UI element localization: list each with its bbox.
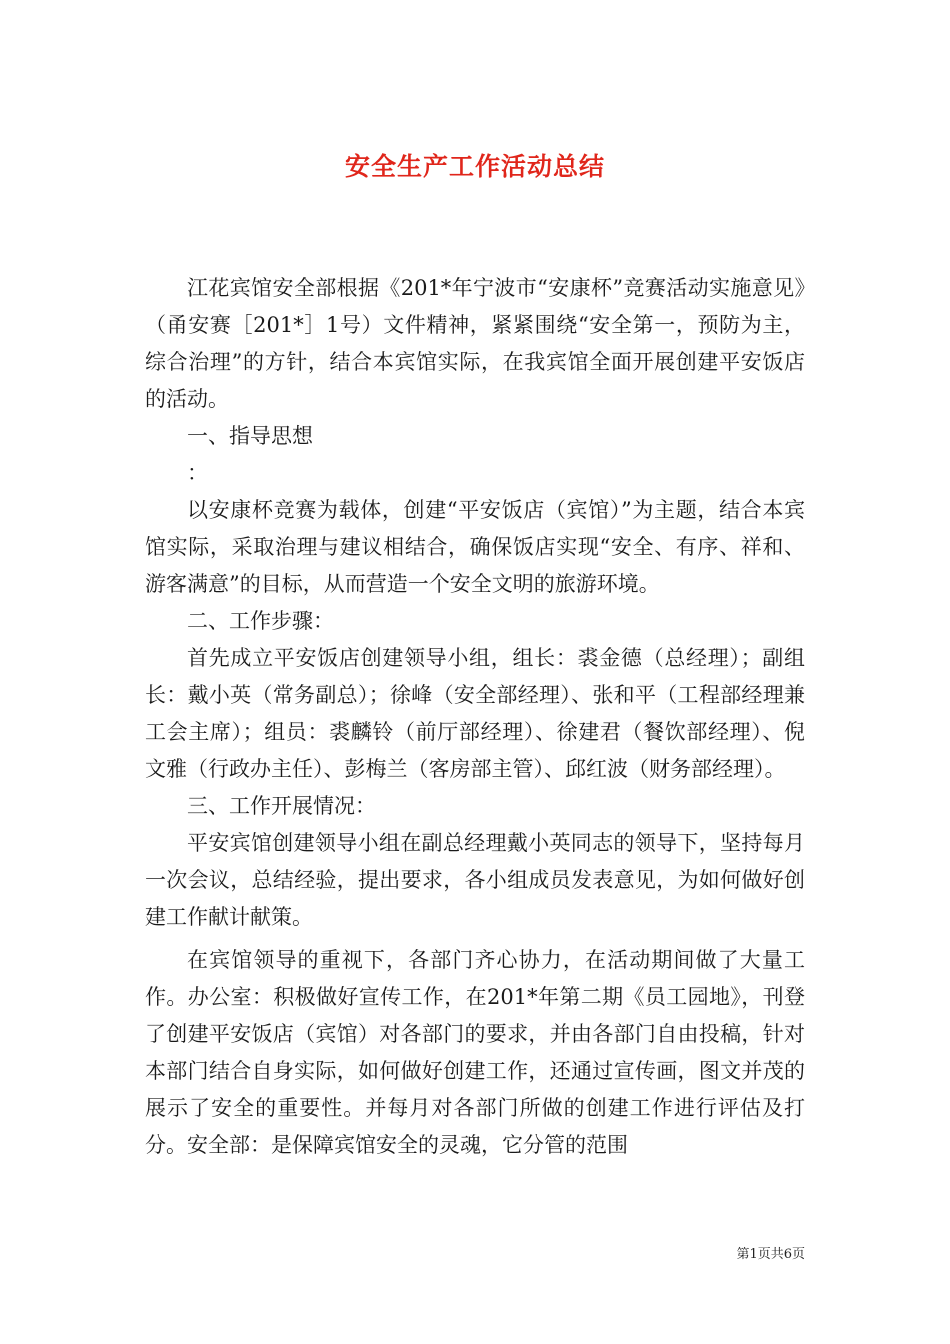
- intro-paragraph: 江花宾馆安全部根据《201*年宁波市“安康杯”竞赛活动实施意见》（甬安赛［201*］1号）文件精神，紧紧围绕“安全第一，预防为主，综合治理”的方针，结合本宾馆实际，在我宾馆全面开展创建平安饭店的活动。: [145, 276, 805, 411]
- guiding-ideology-paragraph: 以安康杯竞赛为载体，创建“平安饭店（宾馆）”为主题，结合本宾馆实际，采取治理与建议相结合，确保饭店实现“安全、有序、祥和、游客满意”的目标，从而营造一个安全文明的旅游环境。: [145, 498, 805, 596]
- section-heading-guiding-ideology: 一、指导思想: [187, 424, 313, 448]
- document-body: [145, 270, 805, 1164]
- page-number-footer: 第1页共6页: [736, 1247, 805, 1262]
- work-steps-paragraph: 首先成立平安饭店创建领导小组，组长：裘金德（总经理）；副组长：戴小英（常务副总）；徐峰（安全部经理）、张和平（工程部经理兼工会主席）；组员：裘麟铃（前厅部经理）、徐建君（餐饮部经理）、倪文雅（行政办主任）、彭梅兰（客房部主管）、邱红波（财务部经理）。: [145, 646, 805, 781]
- departments-paragraph: 在宾馆领导的重视下，各部门齐心协力，在活动期间做了大量工作。办公室：积极做好宣传工作，在201*年第二期《员工园地》，刊登了创建平安饭店（宾馆）对各部门的要求，并由各部门自由投稿，针对本部门结合自身实际，如何做好创建工作，还通过宣传画，图文并茂的展示了安全的重要性。并每月对各部门所做的创建工作进行评估及打分。安全部：是保障宾馆安全的灵魂，它分管的范围: [145, 948, 805, 1157]
- colon-line: ：: [187, 461, 208, 485]
- section-heading-work-progress: 三、工作开展情况：: [187, 794, 376, 818]
- section-heading-work-steps: 二、工作步骤：: [187, 609, 334, 633]
- page-title: 安全生产工作活动总结: [344, 151, 605, 181]
- work-progress-paragraph: 平安宾馆创建领导小组在副总经理戴小英同志的领导下，坚持每月一次会议，总结经验，提出要求，各小组成员发表意见，为如何做好创建工作献计献策。: [145, 831, 805, 929]
